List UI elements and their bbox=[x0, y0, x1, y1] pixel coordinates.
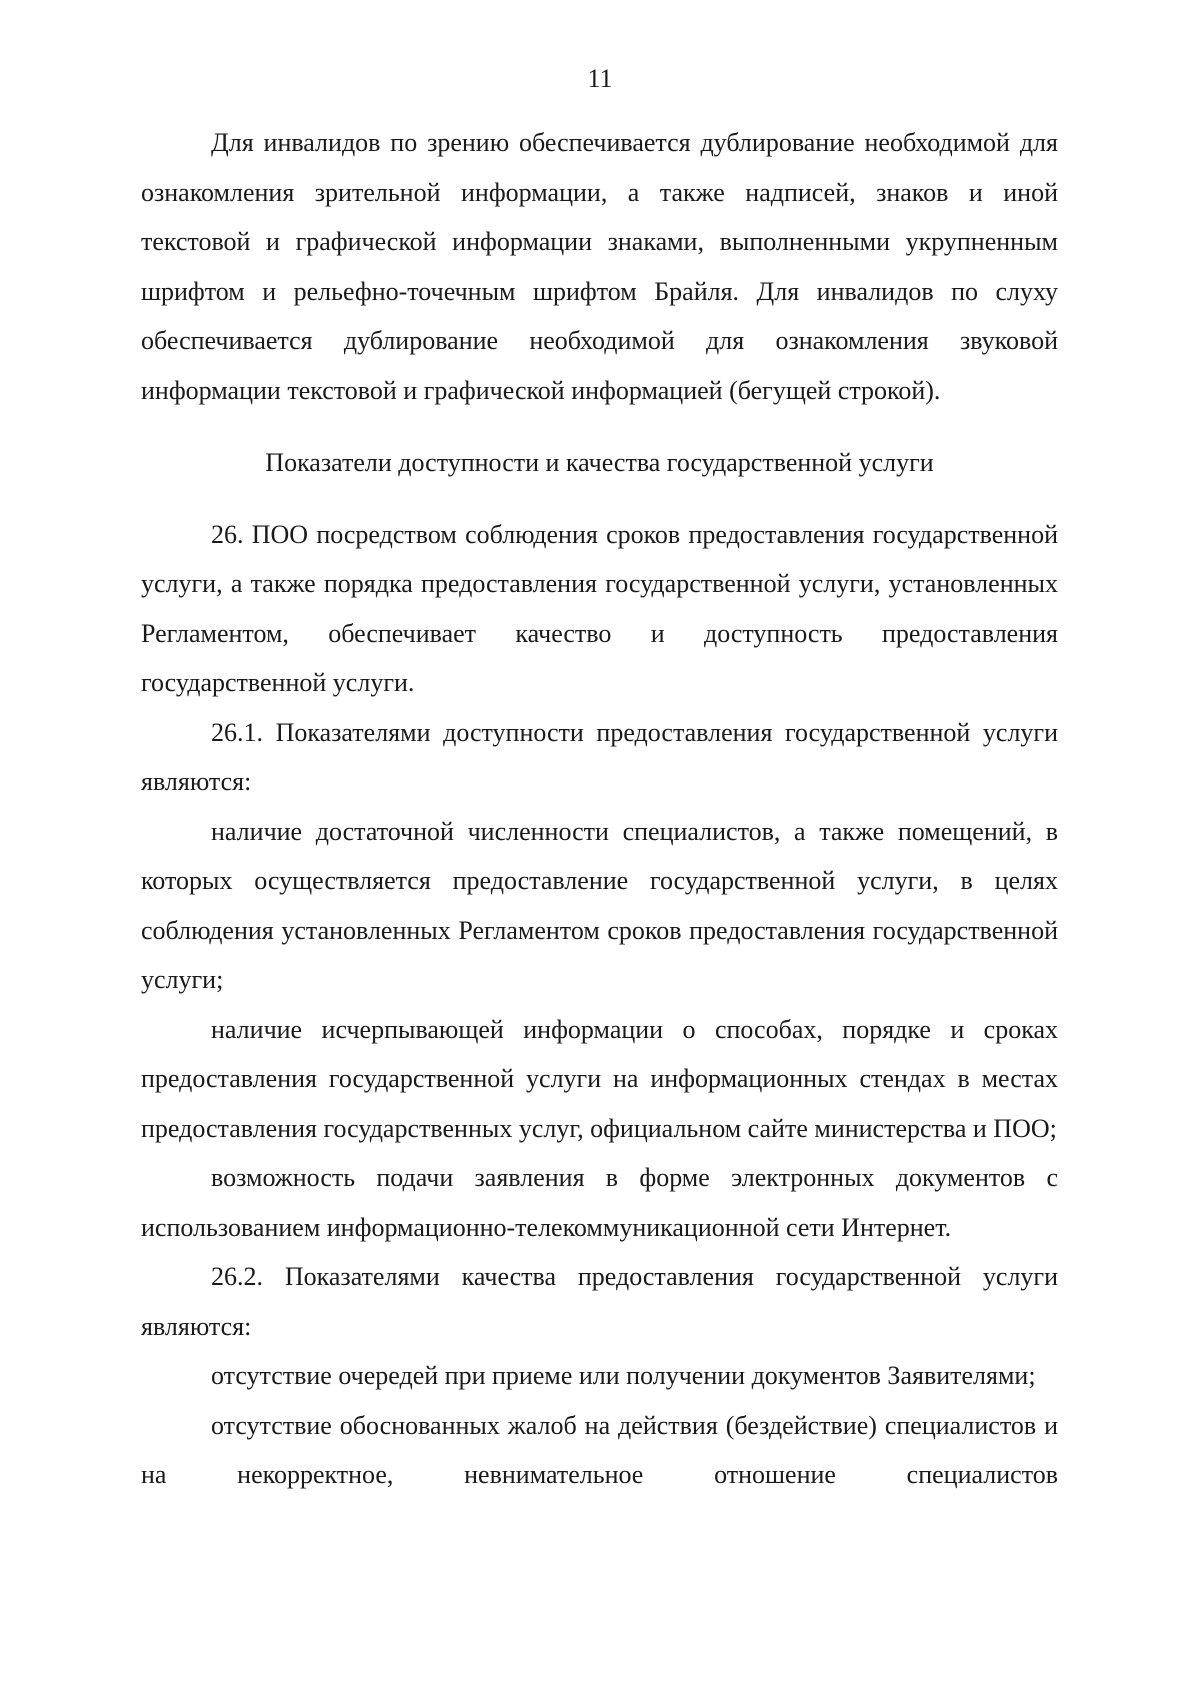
paragraph-26-1-information: наличие исчерпывающей информации о способах, порядке и сроках предоставления государственной услуги на информационных стендах в местах предоставления государственных услуг, официальном сайте министерства и ПОО; bbox=[141, 1014, 1058, 1143]
paragraph-26-1-staff: наличие достаточной численности специалистов, а также помещений, в которых осуществляется предоставление государственной услуги, в целях соблюдения установленных Регламентом сроков предоставления государственной услуги; bbox=[141, 816, 1058, 994]
paragraph-accessibility-duplication: Для инвалидов по зрению обеспечивается дублирование необходимой для ознакомления зрительной информации, а также надписей, знаков и иной текстовой и графической информации знаками, выполненными укрупненным шрифтом и рельефно-точечным шрифтом Брайля. Для инвалидов по слуху обеспечивается дублирование необходимой для ознакомления звуковой информации текстовой и графической информацией (бегущей строкой). bbox=[141, 128, 1058, 405]
paragraph-26-1: 26.1. Показателями доступности предоставления государственной услуги являются: bbox=[141, 717, 1058, 796]
page-number: 11 bbox=[587, 64, 613, 93]
paragraph-26-2: 26.2. Показателями качества предоставления государственной услуги являются: bbox=[141, 1262, 1058, 1341]
document-body bbox=[141, 118, 1058, 1500]
paragraph-26-2-queues: отсутствие очередей при приеме или получении документов Заявителями; bbox=[211, 1361, 1036, 1390]
paragraph-26: 26. ПОО посредством соблюдения сроков предоставления государственной услуги, а также порядка предоставления государственной услуги, установленных Регламентом, обеспечивает качество и доступность предоставления государственной услуги. bbox=[141, 519, 1058, 697]
paragraph-26-2-complaints: отсутствие обоснованных жалоб на действия (бездействие) специалистов и на некорректное, невнимательное отношение специалистов bbox=[141, 1410, 1058, 1489]
paragraph-26-1-electronic: возможность подачи заявления в форме электронных документов с использованием информационно-телекоммуникационной сети Интернет. bbox=[141, 1163, 1058, 1242]
section-heading: Показатели доступности и качества государственной услуги bbox=[265, 448, 934, 477]
